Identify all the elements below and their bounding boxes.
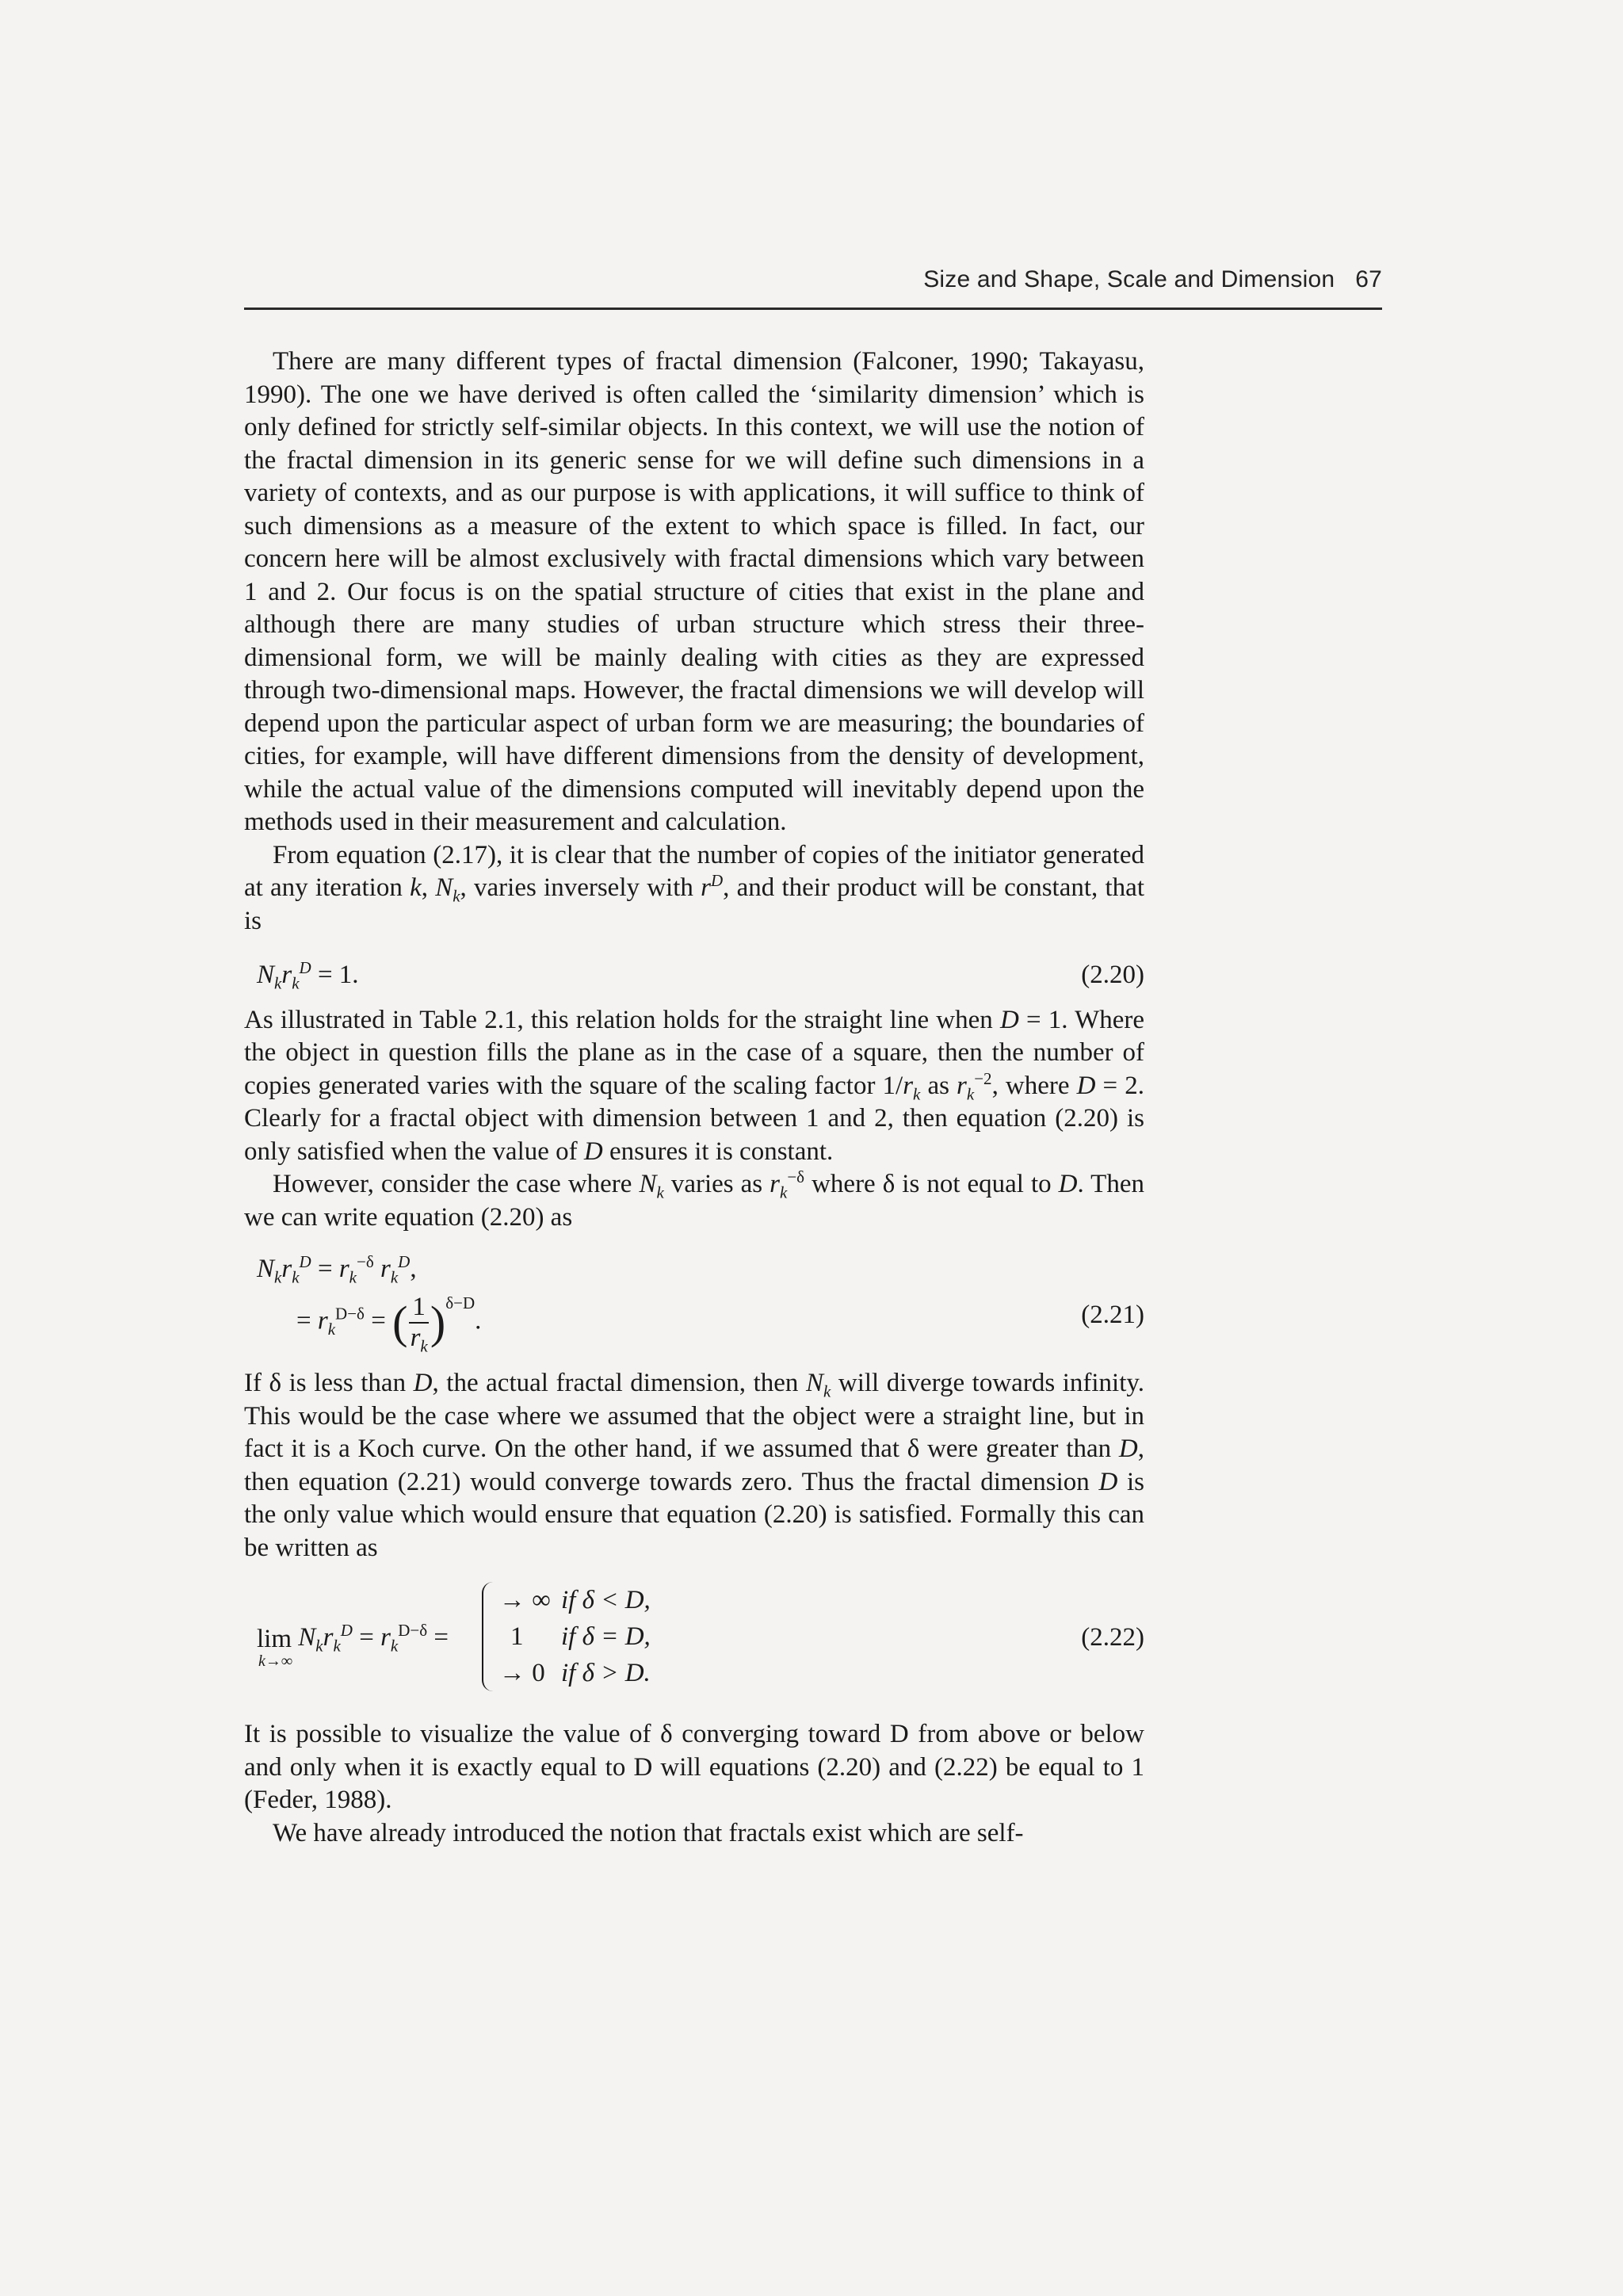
piecewise-cases: → ∞ if δ < D, 1 if δ = D, → 0 if δ > D. <box>482 1582 651 1691</box>
equation-2-20: $N_kr_k^D = 1$. (2.20) <box>257 958 1144 993</box>
paragraph-5: If δ is less than D, the actual fractal dimension, then $N_k$ will diverge towards infinity. This would be the case where we assumed that the object were a straight line, but in fact it is a Koch curve. On the other hand, if we assumed that δ were greater than D, then equation (2.21) would converge towards zero. Thus the fractal dimension D is the only value which would ensure that equation (2.20) is satisfied. Formally this can be written as <box>244 1369 1144 1562</box>
header-rule <box>244 308 1382 310</box>
paragraph-6: It is possible to visualize the value of δ converging toward D from above or below and only when it is exactly equal to D will equations (2.20) and (2.22) be equal to 1 (Feder, 1988). <box>244 1720 1144 1814</box>
page-header <box>244 266 1382 308</box>
paragraph-4: However, consider the case where $N_k$ varies as $r_k^{-\delta}$ where δ is not equal to D. Then we can write equation (2.20) as <box>244 1167 1144 1232</box>
equation-number: (2.21) <box>1081 1301 1144 1329</box>
paragraph-1: There are many different types of fractal dimension (Falconer, 1990; Takayasu, 1990). The one we have derived is often called the ‘similarity dimension’ which is only defined for strictly self-similar objects. In this context, we will use the notion of the fractal dimension in its generic sense for we will define such dimensions in a variety of contexts, and as our purpose is with applications, it will suffice to think of such dimensions as a measure of the extent to which space is filled. In fact, our concern here will be almost exclusively with fractal dimensions which vary between 1 and 2. Our focus is on the spatial structure of cities that exist in the plane and although there are many studies of urban structure which stress their three-dimensional form, we will be mainly dealing with cities as they are expressed through two-dimensional maps. However, the fractal dimensions we will develop will depend upon the particular aspect of urban form we are measuring; the boundaries of cities, for example, will have different dimensions from the density of development, while the actual value of the dimensions computed will inevitably depend upon the methods used in their measurement and calculation. <box>244 347 1144 836</box>
fraction-one-over-rk: $\frac{1}{r_k}$ <box>410 1293 428 1356</box>
equation-number: (2.22) <box>1081 1623 1144 1652</box>
paragraph-7: We have already introduced the notion that fractals exist which are self- <box>273 1818 1024 1847</box>
page-number: 67 <box>1355 266 1382 292</box>
paragraph-3: As illustrated in Table 2.1, this relation holds for the straight line when D = 1. Where the object in question fills the plane as in the case of a square, then the number of copies generated varies with the square of the scaling factor $1/r_k$ as $r_k^{-2}$, where D = 2. Clearly for a fractal object with dimension between 1 and 2, then equation (2.20) is only satisfied when the value of D ensures it is constant. <box>244 1005 1144 1166</box>
paragraph-2: From equation (2.17), it is clear that the number of copies of the initiator generated at any iteration k, $N_k$, varies inversely with $r^D$, and their product will be constant, that is <box>244 840 1144 935</box>
equation-number: (2.20) <box>1081 961 1144 989</box>
equation-2-22: lim k→∞ $N_kr_k^D = r_k^{D-\delta}$ = → ∞ if δ < D, 1 if δ = D, → 0 if δ > D. (2.22) <box>244 1582 1144 1701</box>
body-text <box>244 346 1144 1850</box>
equation-2-21: $N_kr_k^D = r_k^{-\delta}$ $r_k^D$, = $r_k^{D-\delta}$ = ( $\frac{1}{r_k}$ )$^{\delta-D}$. (2.21) <box>257 1252 1144 1356</box>
running-head: Size and Shape, Scale and Dimension <box>923 266 1335 292</box>
